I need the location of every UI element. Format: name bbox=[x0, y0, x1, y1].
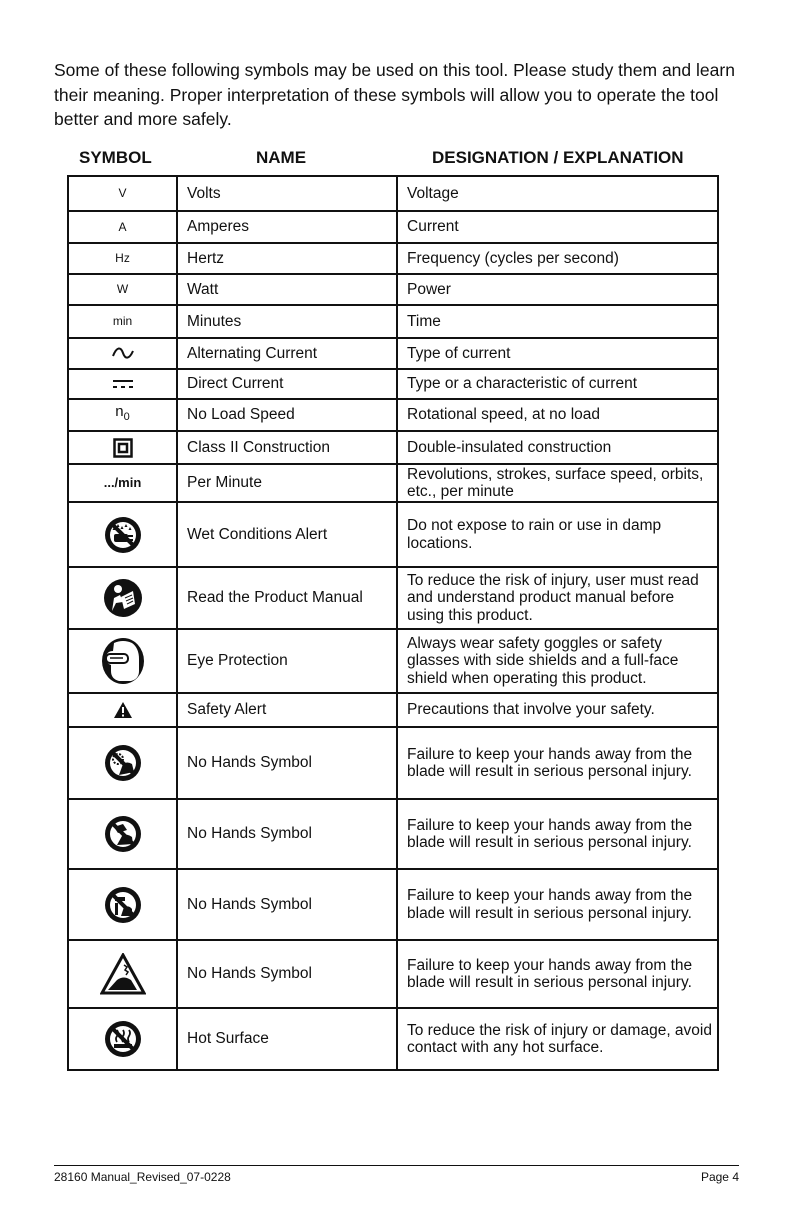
row-explanation: Failure to keep your hands away from the blade will result in serious personal injury. bbox=[397, 940, 718, 1008]
table-row bbox=[68, 727, 718, 799]
table-row bbox=[68, 274, 718, 305]
hot-surface-icon bbox=[103, 1019, 143, 1059]
table-row bbox=[68, 693, 718, 727]
footer-doc-id: 28160 Manual_Revised_07-0228 bbox=[54, 1170, 231, 1184]
row-name: Volts bbox=[177, 176, 397, 211]
header-explanation: DESIGNATION / EXPLANATION bbox=[432, 148, 684, 167]
no-load-speed-subscript: 0 bbox=[123, 411, 130, 424]
table-row bbox=[68, 940, 718, 1008]
header-name: NAME bbox=[256, 148, 307, 167]
table-row bbox=[68, 1008, 718, 1070]
row-explanation: Double-insulated construction bbox=[397, 431, 718, 464]
header-symbol: SYMBOL bbox=[79, 148, 152, 167]
row-explanation: Voltage bbox=[397, 176, 718, 211]
row-explanation: To reduce the risk of injury or damage, avoid contact with any hot surface. bbox=[397, 1008, 718, 1070]
row-name: No Hands Symbol bbox=[177, 799, 397, 869]
row-name: Safety Alert bbox=[177, 693, 397, 727]
row-name: Read the Product Manual bbox=[177, 567, 397, 629]
row-explanation: Always wear safety goggles or safety glasses with side shields and a full-face shield when operating this product. bbox=[397, 629, 718, 693]
no-hands-icon bbox=[103, 885, 143, 925]
footer-page-number: Page 4 bbox=[700, 1170, 739, 1184]
row-name: Class II Construction bbox=[177, 431, 397, 464]
no-hands-icon bbox=[103, 743, 143, 783]
table-row bbox=[68, 502, 718, 567]
volts-symbol: V bbox=[118, 186, 127, 201]
no-hands-icon bbox=[103, 814, 143, 854]
row-name: Alternating Current bbox=[177, 338, 397, 369]
table-row bbox=[68, 869, 718, 940]
row-explanation: Failure to keep your hands away from the blade will result in serious personal injury. bbox=[397, 869, 718, 940]
row-explanation: Do not expose to rain or use in damp locations. bbox=[397, 502, 718, 567]
row-name: No Hands Symbol bbox=[177, 869, 397, 940]
row-name: Direct Current bbox=[177, 369, 397, 399]
row-name: Wet Conditions Alert bbox=[177, 502, 397, 567]
per-minute-symbol: .../min bbox=[103, 475, 142, 491]
row-name: Hertz bbox=[177, 243, 397, 274]
alternating-current-icon bbox=[111, 347, 135, 361]
row-explanation: Failure to keep your hands away from the blade will result in serious personal injury. bbox=[397, 727, 718, 799]
eye-protection-icon bbox=[101, 637, 145, 685]
table-row bbox=[68, 243, 718, 274]
table-row bbox=[68, 431, 718, 464]
row-name: Watt bbox=[177, 274, 397, 305]
row-explanation: Current bbox=[397, 211, 718, 243]
row-explanation: Precautions that involve your safety. bbox=[397, 693, 718, 727]
row-name: Eye Protection bbox=[177, 629, 397, 693]
row-explanation: Failure to keep your hands away from the blade will result in serious personal injury. bbox=[397, 799, 718, 869]
table-row bbox=[68, 305, 718, 338]
row-explanation: Rotational speed, at no load bbox=[397, 399, 718, 431]
row-name: No Load Speed bbox=[177, 399, 397, 431]
row-name: No Hands Symbol bbox=[177, 940, 397, 1008]
table-headers bbox=[0, 148, 792, 172]
row-explanation: Power bbox=[397, 274, 718, 305]
read-manual-icon bbox=[103, 578, 143, 618]
row-explanation: Frequency (cycles per second) bbox=[397, 243, 718, 274]
row-name: Amperes bbox=[177, 211, 397, 243]
intro-paragraph: Some of these following symbols may be used on this tool. Please study them and learn their meaning. Proper interpretation of these symbols will allow you to operate the tool better and more safely. bbox=[54, 60, 735, 129]
page-footer bbox=[54, 1165, 739, 1184]
table-row bbox=[68, 629, 718, 693]
hertz-symbol: Hz bbox=[115, 251, 130, 266]
row-explanation: To reduce the risk of injury, user must read and understand product manual before using this product. bbox=[397, 567, 718, 629]
row-name: Minutes bbox=[177, 305, 397, 338]
table-row bbox=[68, 799, 718, 869]
no-load-speed-n: n bbox=[115, 403, 124, 421]
class-ii-construction-icon bbox=[113, 438, 133, 458]
wet-conditions-alert-icon bbox=[103, 515, 143, 555]
safety-alert-icon bbox=[113, 701, 133, 719]
row-name: Hot Surface bbox=[177, 1008, 397, 1070]
row-explanation: Revolutions, strokes, surface speed, orbits, etc., per minute bbox=[397, 464, 718, 502]
table-row bbox=[68, 176, 718, 211]
table-row bbox=[68, 338, 718, 369]
watt-symbol: W bbox=[116, 282, 129, 297]
row-explanation: Type or a characteristic of current bbox=[397, 369, 718, 399]
amperes-symbol: A bbox=[118, 219, 127, 234]
minutes-symbol: min bbox=[112, 314, 133, 329]
table-row bbox=[68, 369, 718, 399]
symbol-table bbox=[67, 175, 719, 1071]
no-hands-warning-icon bbox=[100, 953, 146, 995]
row-explanation: Time bbox=[397, 305, 718, 338]
no-load-speed-icon bbox=[115, 403, 130, 424]
table-row bbox=[68, 567, 718, 629]
row-explanation: Type of current bbox=[397, 338, 718, 369]
table-row bbox=[68, 399, 718, 431]
row-name: Per Minute bbox=[177, 464, 397, 502]
table-row bbox=[68, 211, 718, 243]
table-row bbox=[68, 464, 718, 502]
row-name: No Hands Symbol bbox=[177, 727, 397, 799]
direct-current-icon bbox=[112, 378, 134, 390]
